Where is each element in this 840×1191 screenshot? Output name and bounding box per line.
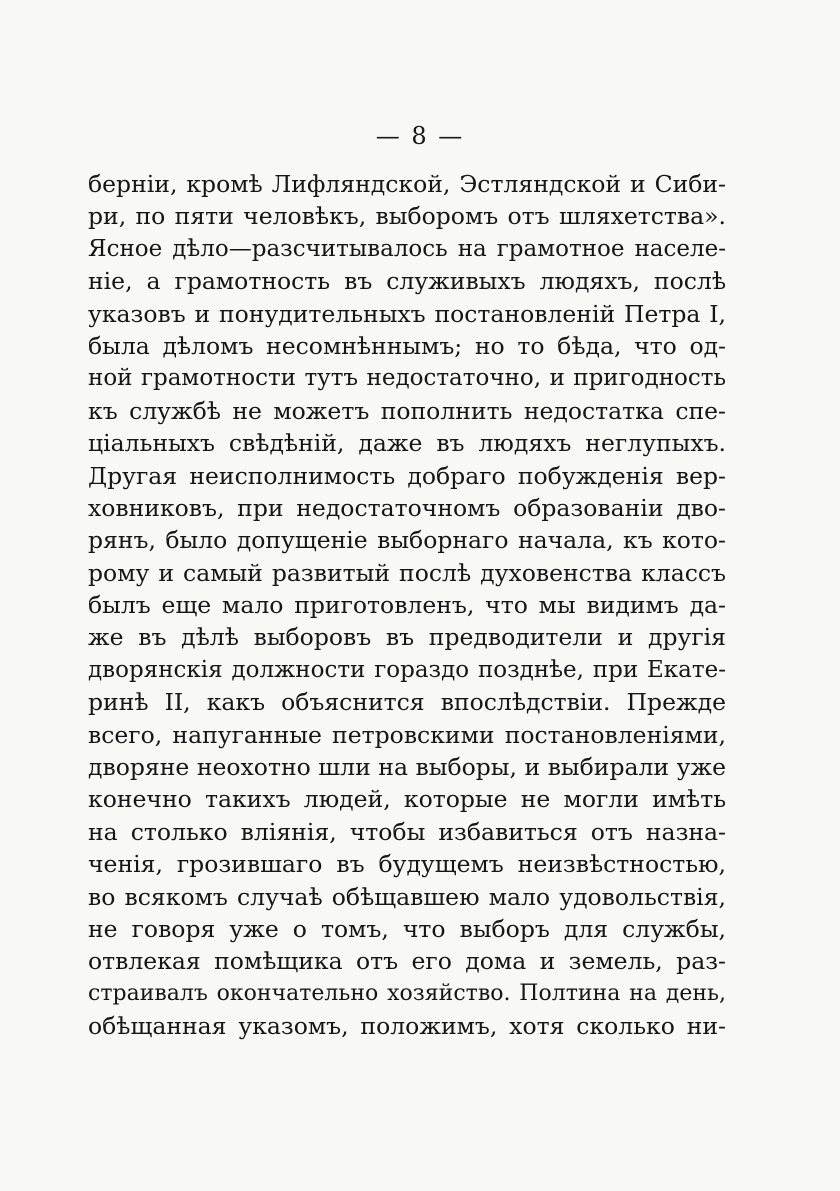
text-line: дворянскія должности гораздо позднѣе, при Екате- bbox=[88, 656, 726, 683]
text-line: ной грамотности тутъ недостаточно, и пригодность bbox=[88, 365, 726, 392]
text-line: ри, по пяти человѣкъ, выборомъ отъ шляхетства». bbox=[88, 202, 726, 231]
text-line: ринѣ II, какъ объяснится впослѣдствіи. Прежде bbox=[88, 688, 726, 717]
text-line: ховниковъ, при недостаточномъ образованіи дво- bbox=[88, 493, 726, 522]
text-line: берніи, кромѣ Лифляндской, Эстляндской и Сиби- bbox=[88, 170, 726, 198]
text-line: былъ еще мало приготовленъ, что мы видимъ да- bbox=[88, 591, 726, 620]
text-line: Ясное дѣло—разсчитывалось на грамотное населе- bbox=[88, 235, 726, 262]
text-line: не говоря уже о томъ, что выборъ для службы, bbox=[88, 914, 726, 943]
text-line: указовъ и понудительныхъ постановленій Петра I, bbox=[88, 299, 726, 328]
page-number: — 8 — bbox=[375, 122, 465, 150]
text-line: къ службѣ не можетъ пополнить недостатка спе- bbox=[88, 396, 726, 425]
text-line: ченія, грозившаго въ будущемъ неизвѣстностью, bbox=[88, 850, 726, 879]
text-line: рому и самый развитый послѣ духовенства классъ bbox=[88, 558, 726, 587]
text-line: ціальныхъ свѣдѣній, даже въ людяхъ неглупыхъ. bbox=[88, 429, 726, 458]
text-line: же въ дѣлѣ выборовъ въ предводители и другія bbox=[88, 623, 726, 652]
text-line: страивалъ окончательно хозяйство. Полтина на день, bbox=[88, 980, 726, 1006]
text-line: дворяне неохотно шли на выборы, и выбирали уже bbox=[88, 753, 726, 782]
text-line: Другая неисполнимость добраго побужденія вер- bbox=[88, 461, 726, 490]
text-line: конечно такихъ людей, которые не могли имѣть bbox=[88, 785, 726, 814]
text-line: на столько вліянія, чтобы избавиться отъ назна- bbox=[88, 817, 726, 846]
text-line: отвлекая помѣщика отъ его дома и земель, раз- bbox=[88, 947, 726, 976]
text-line: всего, напуганные петровскими постановленіями, bbox=[88, 720, 726, 749]
body-text bbox=[88, 168, 726, 1043]
text-line: ніе, а грамотность въ служивыхъ людяхъ, послѣ bbox=[88, 267, 726, 296]
text-line: была дѣломъ несомнѣннымъ; но то бѣда, что од- bbox=[88, 331, 726, 360]
text-line: рянъ, было допущеніе выборнаго начала, къ кото- bbox=[88, 526, 726, 555]
text-line: во всякомъ случаѣ обѣщавшею мало удовольствія, bbox=[88, 882, 726, 911]
text-line: обѣщанная указомъ, положимъ, хотя сколько ни- bbox=[88, 1012, 726, 1041]
